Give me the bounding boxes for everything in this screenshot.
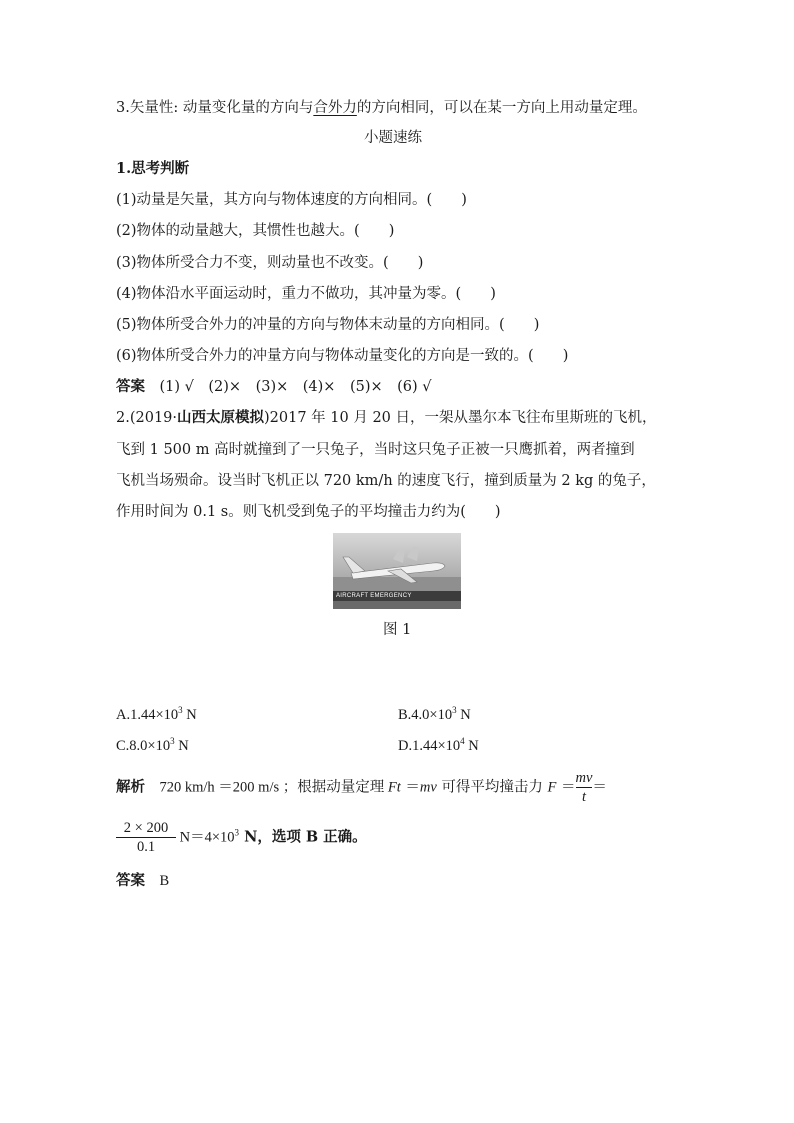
q1-answer-label: 答案	[116, 378, 145, 395]
airplane-photo	[333, 533, 461, 609]
q1-item: (5)物体所受合外力的冲量的方向与物体末动量的方向相同。( )	[116, 317, 540, 333]
analysis-mid: 可得平均撞击力	[436, 779, 548, 796]
q2-line-2: 飞到 1 500 m 高时就撞到了一只兔子，当时这只兔子正被一只鹰抓着，两者撞到	[116, 442, 635, 458]
analysis-line-2	[116, 820, 367, 855]
option-d-unit: N	[464, 738, 479, 754]
analysis-eq1: ＝	[400, 779, 420, 796]
analysis-eq3: ＝	[592, 779, 607, 796]
option-d	[398, 736, 479, 756]
option-b-exp: 3	[452, 705, 457, 715]
fraction-denominator: t	[581, 789, 586, 805]
figure-caption: 图 1	[383, 622, 412, 638]
sec3-line	[116, 98, 647, 118]
option-a-label: A.1.44×10	[116, 707, 179, 723]
analysis-speed: 720 km/h ＝200 m/s ；根据动量定理	[159, 779, 388, 796]
option-b-label: B.4.0×10	[398, 707, 453, 723]
option-a-exp: 3	[178, 705, 183, 715]
option-b-unit: N	[456, 707, 471, 723]
q2-source: 山西太原模拟	[177, 409, 265, 426]
fraction-value	[116, 820, 176, 855]
q2-line-1	[116, 408, 657, 428]
analysis-result-exp: 3	[234, 827, 240, 838]
q1-item: (1)动量是矢量，其方向与物体速度的方向相同。( )	[116, 192, 467, 208]
analysis-label: 解析	[116, 778, 145, 796]
analysis-Ft: Ft	[387, 779, 401, 796]
q1-answer	[116, 377, 432, 397]
q1-item: (4)物体沿水平面运动时，重力不做功，其冲量为零。( )	[116, 286, 496, 302]
analysis-line-1	[116, 770, 607, 805]
fraction-value-bar	[116, 837, 176, 838]
option-c	[116, 736, 189, 756]
fraction-mv-over-t	[576, 770, 593, 805]
q2-num: 2.(2019·	[116, 410, 178, 426]
q2-answer	[116, 871, 169, 891]
sec3-underlined: 合外力	[313, 100, 357, 116]
q1-item: (6)物体所受合外力的冲量方向与物体动量变化的方向是一致的。( )	[116, 348, 569, 364]
q1-heading: 1.思考判断	[116, 160, 190, 177]
q2-line-4: 作用时间为 0.1 s。则飞机受到兔子的平均撞击力约为( )	[116, 504, 501, 520]
sec3-prefix: 3.矢量性: 动量变化量的方向与	[116, 100, 314, 116]
option-c-exp: 3	[170, 736, 175, 746]
section-title: 小题速练	[364, 130, 422, 146]
option-c-unit: N	[174, 738, 189, 754]
option-c-label: C.8.0×10	[116, 738, 171, 754]
photo-banner-text: AIRCRAFT EMERGENCY	[336, 593, 412, 599]
q2-line1-rest: )2017 年 10 月 20 日，一架从墨尔本飞往布里斯班的飞机，	[264, 410, 657, 426]
photo-ticker	[333, 601, 461, 609]
fraction-value-denominator: 0.1	[136, 839, 156, 855]
option-a-unit: N	[182, 707, 197, 723]
analysis-F: F	[547, 779, 557, 796]
analysis-result-rest: N，选项 B 正确。	[239, 828, 367, 846]
q2-answer-label: 答案	[116, 872, 145, 889]
analysis-eq2: ＝	[556, 779, 576, 796]
q2-answer-text: B	[159, 873, 170, 889]
fraction-numerator: mv	[575, 770, 593, 786]
fraction-value-numerator: 2 × 200	[123, 820, 169, 836]
q1-answer-text: (1) √ (2)× (3)× (4)× (5)× (6) √	[159, 379, 432, 395]
fraction-bar	[576, 787, 593, 788]
option-a	[116, 705, 197, 725]
analysis-result: N＝4×10	[176, 829, 235, 846]
q1-item: (2)物体的动量越大，其惯性也越大。( )	[116, 223, 395, 239]
sec3-suffix: 的方向相同，可以在某一方向上用动量定理。	[356, 100, 647, 116]
option-d-exp: 4	[460, 736, 465, 746]
q2-line-3: 飞机当场殒命。设当时飞机正以 720 km/h 的速度飞行，撞到质量为 2 kg 的兔子，	[116, 473, 656, 489]
q1-item: (3)物体所受合力不变，则动量也不改变。( )	[116, 255, 424, 271]
option-b	[398, 705, 471, 725]
option-d-label: D.1.44×10	[398, 738, 461, 754]
analysis-mv: mv	[419, 779, 437, 796]
